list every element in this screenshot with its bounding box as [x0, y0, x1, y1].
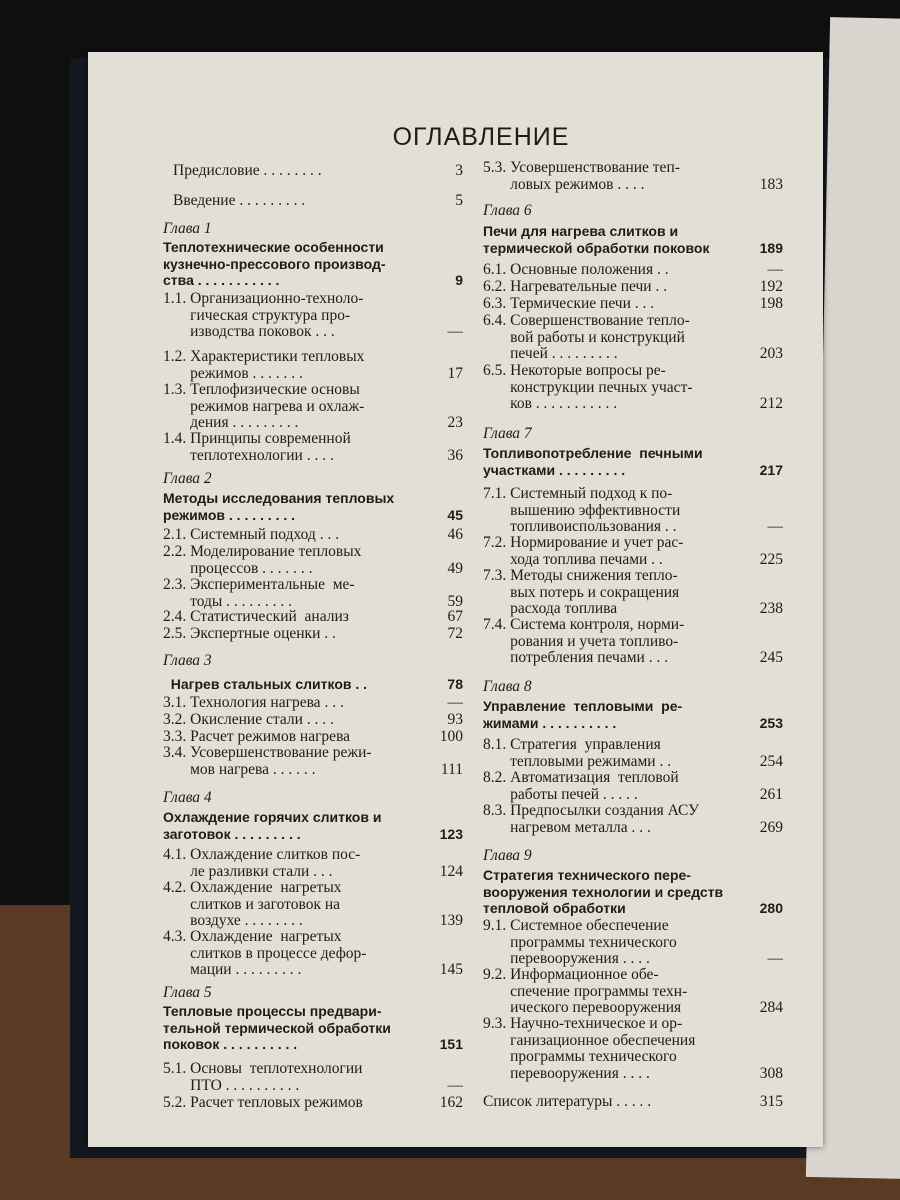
chapter-label [163, 471, 453, 488]
toc-entry-line: 4.2. Охлаждение нагретых [163, 879, 342, 896]
toc-entry-line: слитков в процессе дефор- [163, 944, 367, 962]
toc-entry [163, 431, 463, 464]
toc-page-number: 111 [440, 760, 463, 778]
toc-entry-line: хода топлива печами . . [483, 550, 663, 568]
toc-entry-line: Список литературы . . . . . [483, 1093, 652, 1110]
toc-entry-line: Тепловые процессы предвари- [163, 1003, 382, 1019]
toc-entry-line: вооружения технологии и средств [483, 883, 724, 900]
toc-entry [483, 313, 783, 363]
toc-entry-line: 7.1. Системный подход к по- [483, 485, 673, 502]
toc-entry-line: дения . . . . . . . . . [163, 414, 299, 431]
toc-entry-line: ганизационное обеспечения [483, 1031, 696, 1049]
toc-entry-line: Глава 1 [163, 220, 212, 237]
toc-entry-line: 5.1. Основы теплотехнологии [163, 1060, 363, 1077]
toc-entry [483, 803, 783, 836]
toc-entry-line: воздухе . . . . . . . . [163, 912, 303, 929]
chapter-label [483, 426, 773, 443]
toc-page-number: 217 [759, 461, 783, 478]
toc-entry-line: работы печей . . . . . [483, 785, 638, 803]
toc-page-number: — [447, 694, 463, 711]
toc-entry [483, 262, 783, 279]
toc-entry-line: Стратегия технического пере- [483, 867, 691, 883]
toc-entry-line: термической обработки поковок [483, 239, 710, 256]
toc-entry [483, 160, 783, 193]
toc-entry-line: спечение программы техн- [483, 982, 688, 1000]
toc-entry-line: Печи для нагрева слитков и [483, 223, 679, 239]
toc-entry [483, 296, 783, 313]
toc-entry-line: вых потерь и сокращения [483, 583, 680, 601]
toc-page-number: 284 [759, 999, 783, 1016]
toc-entry [163, 626, 463, 643]
toc-entry-line: ства . . . . . . . . . . . [163, 272, 280, 288]
toc-entry-line: 2.2. Моделирование тепловых [163, 543, 362, 560]
toc-page-number: — [447, 1076, 463, 1094]
toc-entry [483, 486, 783, 536]
toc-entry-line: 6.4. Совершенствование тепло- [483, 312, 690, 329]
toc-page-number: 280 [759, 900, 783, 916]
toc-entry [163, 1095, 463, 1112]
toc-entry-line: Нагрев стальных слитков . . [163, 676, 368, 692]
toc-entry-line: слитков и заготовок на [163, 895, 341, 913]
toc-entry-line: ков . . . . . . . . . . . [483, 395, 618, 412]
toc-entry-line: 7.4. Система контроля, норми- [483, 616, 685, 633]
toc-entry [163, 544, 463, 577]
toc-page-number: 139 [439, 912, 463, 929]
toc-entry-line: изводства поковок . . . [163, 323, 335, 340]
toc-entry [173, 163, 463, 180]
toc-entry [163, 239, 463, 289]
toc-page-number: 261 [759, 785, 783, 803]
toc-entry [483, 698, 783, 731]
toc-entry [483, 1094, 783, 1111]
toc-entry [483, 535, 783, 568]
toc-entry [483, 918, 783, 968]
toc-entry-line: гическая структура про- [163, 306, 351, 324]
toc-entry [483, 617, 783, 667]
toc-page-number: 100 [439, 728, 463, 745]
toc-page-number: 151 [439, 1036, 463, 1052]
page-title: ОГЛАВЛЕНИЕ [392, 123, 570, 151]
toc-page-number: 192 [759, 278, 783, 295]
toc-entry-line: перевооружения . . . . [483, 950, 650, 967]
chapter-label [483, 203, 773, 220]
toc-entry [483, 445, 783, 478]
toc-entry-line: Глава 6 [483, 202, 532, 219]
toc-entry-line: тепловыми режимами . . [483, 752, 672, 770]
toc-entry-line: режимов нагрева и охлаж- [163, 397, 365, 415]
toc-entry-line: Глава 5 [163, 984, 212, 1001]
toc-page-number: 245 [759, 649, 783, 666]
toc-entry-line: 4.1. Охлаждение слитков пос- [163, 846, 361, 863]
toc-entry-line: теплотехнологии . . . . [163, 446, 334, 464]
toc-entry-line: мации . . . . . . . . . [163, 961, 302, 978]
toc-entry-line: Глава 2 [163, 470, 212, 487]
toc-entry [173, 193, 463, 210]
toc-entry-line: 4.3. Охлаждение нагретых [163, 928, 342, 945]
toc-entry-line: 5.3. Усовершенствование теп- [483, 159, 680, 176]
toc-page-number: 315 [759, 1093, 783, 1110]
toc-page-number: 78 [447, 676, 463, 692]
toc-entry [163, 712, 463, 729]
toc-page-number: 183 [759, 175, 783, 193]
toc-entry-line: 2.5. Экспертные оценки . . [163, 625, 336, 642]
chapter-label [163, 985, 453, 1002]
toc-page-number: 67 [447, 608, 463, 625]
toc-entry-line: Методы исследования тепловых [163, 490, 395, 506]
toc-entry [163, 809, 463, 842]
toc-entry [163, 291, 463, 341]
toc-entry-line: 5.2. Расчет тепловых режимов [163, 1094, 363, 1111]
toc-entry-line: 7.2. Нормирование и учет рас- [483, 534, 684, 551]
toc-entry [163, 847, 463, 880]
toc-entry-line: 7.3. Методы снижения тепло- [483, 567, 678, 584]
toc-page-number: 212 [759, 395, 783, 412]
toc-entry-line: Глава 9 [483, 847, 532, 864]
toc-entry-line: 6.3. Термические печи . . . [483, 295, 655, 312]
toc-entry-line: тепловой обработки [483, 900, 626, 916]
toc-entry-line: 3.3. Расчет режимов нагрева [163, 728, 351, 745]
toc-entry-line: 1.2. Характеристики тепловых [163, 348, 365, 365]
toc-page-number: 198 [759, 295, 783, 312]
toc-entry-line: 3.4. Усовершенствование режи- [163, 744, 372, 761]
toc-page-number: 46 [447, 526, 463, 543]
toc-entry-line: 3.2. Окисление стали . . . . [163, 711, 334, 728]
toc-entry-line: 2.4. Статистический анализ [163, 608, 349, 625]
toc-entry-line: перевооружения . . . . [483, 1064, 650, 1082]
toc-entry [483, 363, 783, 413]
toc-entry-line: процессов . . . . . . . [163, 559, 313, 577]
toc-page-number: 203 [759, 345, 783, 362]
toc-entry-line: Управление тепловыми ре- [483, 698, 683, 714]
toc-entry [163, 676, 463, 693]
toc-page-number: 5 [455, 192, 463, 209]
toc-page-number: 59 [447, 592, 463, 610]
toc-entry-line: вой работы и конструкций [483, 328, 685, 346]
toc-entry-line: поковок . . . . . . . . . . [163, 1036, 298, 1052]
toc-entry-line: участками . . . . . . . . . [483, 461, 626, 478]
toc-entry [163, 490, 463, 523]
toc-entry-line: расхода топлива [483, 600, 618, 617]
toc-entry-line: 6.2. Нагревательные печи . . [483, 278, 668, 295]
chapter-label [163, 653, 453, 670]
toc-entry [163, 695, 463, 712]
toc-page-number: 93 [447, 711, 463, 728]
toc-entry-line: Топливопотребление печными [483, 445, 703, 461]
toc-entry-line: рования и учета топливо- [483, 632, 679, 650]
toc-entry-line: тоды . . . . . . . . . [163, 592, 293, 610]
toc-page-number: — [767, 261, 783, 278]
toc-entry-line: жимами . . . . . . . . . . [483, 714, 617, 731]
toc-entry [483, 1016, 783, 1082]
toc-entry-line: тельной термической обработки [163, 1019, 391, 1036]
toc-entry [163, 527, 463, 544]
toc-page-number: 254 [759, 752, 783, 770]
toc-entry-line: программы технического [483, 933, 677, 951]
chapter-label [483, 679, 773, 696]
toc-entry [163, 745, 463, 778]
toc-page-number: 123 [439, 825, 463, 842]
toc-entry-line: мов нагрева . . . . . . [163, 760, 316, 778]
toc-entry-line: программы технического [483, 1048, 677, 1065]
toc-entry [163, 382, 463, 432]
toc-entry-line: Глава 7 [483, 425, 532, 442]
toc-entry [163, 577, 463, 610]
toc-entry-line: 9.1. Системное обеспечение [483, 917, 669, 934]
toc-page-number: 238 [759, 600, 783, 617]
toc-entry [163, 609, 463, 626]
chapter-label [163, 221, 453, 238]
toc-entry [483, 967, 783, 1017]
toc-entry-line: 6.5. Некоторые вопросы ре- [483, 362, 666, 379]
toc-page-number: 189 [759, 239, 783, 256]
toc-entry-line: 6.1. Основные положения . . [483, 261, 669, 278]
toc-entry-line: Предисловие . . . . . . . . [173, 162, 322, 179]
toc-entry-line: 1.4. Принципы современной [163, 430, 351, 447]
toc-entry-line: заготовок . . . . . . . . . [163, 825, 301, 842]
toc-entry [483, 279, 783, 296]
toc-entry-line: 8.3. Предпосылки создания АСУ [483, 802, 700, 819]
toc-entry-line: нагревом металла . . . [483, 818, 651, 836]
toc-entry-line: 1.3. Теплофизические основы [163, 381, 360, 398]
toc-page-number: 225 [759, 550, 783, 568]
toc-entry [483, 737, 783, 770]
toc-page-number: 308 [759, 1064, 783, 1082]
toc-page-number: — [767, 950, 783, 967]
toc-page-number: 45 [447, 506, 463, 523]
toc-entry-line: Глава 8 [483, 678, 532, 695]
toc-entry [483, 770, 783, 803]
toc-entry [163, 349, 463, 382]
toc-page-number: 72 [447, 625, 463, 642]
toc-entry-line: 2.1. Системный подход . . . [163, 526, 340, 543]
toc-entry-line: вышению эффективности [483, 501, 681, 519]
toc-entry-line: 3.1. Технология нагрева . . . [163, 694, 344, 711]
toc-page-number: 145 [439, 961, 463, 978]
toc-page-number: — [447, 323, 463, 340]
toc-page-number: 124 [439, 862, 463, 880]
toc-entry [163, 880, 463, 930]
toc-entry-line: 8.2. Автоматизация тепловой [483, 769, 679, 786]
toc-page-number: 3 [455, 162, 463, 179]
toc-entry-line: Глава 3 [163, 652, 212, 669]
toc-entry-line: Охлаждение горячих слитков и [163, 809, 382, 825]
toc-entry-line: ле разливки стали . . . [163, 862, 333, 880]
toc-entry [483, 867, 783, 917]
toc-entry-line: 9.2. Информационное обе- [483, 966, 659, 983]
toc-page-number: 17 [447, 364, 463, 382]
toc-page-number: 253 [759, 714, 783, 731]
toc-entry-line: конструкции печных участ- [483, 378, 693, 396]
toc-entry-line: режимов . . . . . . . . . [163, 506, 296, 523]
toc-page-number: 162 [439, 1094, 463, 1111]
toc-entry-line: 8.1. Стратегия управления [483, 736, 661, 753]
toc-entry-line: 2.3. Экспериментальные ме- [163, 576, 355, 593]
toc-entry [163, 1003, 463, 1053]
toc-entry [163, 929, 463, 979]
toc-entry-line: режимов . . . . . . . [163, 364, 303, 382]
toc-entry [483, 223, 783, 256]
toc-entry [163, 1061, 463, 1094]
toc-entry-line: ПТО . . . . . . . . . . [163, 1076, 300, 1094]
chapter-label [163, 790, 453, 807]
toc-entry-line: топливоиспользования . . [483, 518, 677, 535]
toc-entry [483, 568, 783, 618]
toc-entry-line: Глава 4 [163, 789, 212, 806]
chapter-label [483, 848, 773, 865]
toc-entry-line: 1.1. Организационно-техноло- [163, 290, 364, 307]
toc-entry-line: ловых режимов . . . . [483, 175, 645, 193]
toc-page-number: 36 [447, 446, 463, 464]
toc-entry-line: печей . . . . . . . . . [483, 345, 618, 362]
toc-page-number: — [767, 518, 783, 535]
toc-page-number: 269 [759, 818, 783, 836]
toc-entry-line: Теплотехнические особенности [163, 239, 384, 255]
toc-entry-line: 9.3. Научно-техническое и ор- [483, 1015, 683, 1032]
toc-entry-line: ического перевооружения [483, 999, 682, 1016]
toc-entry-line: потребления печами . . . [483, 649, 669, 666]
toc-page-number: 23 [447, 414, 463, 431]
toc-page-number: 49 [447, 559, 463, 577]
toc-page-number: 9 [455, 272, 463, 288]
toc-entry-line: Введение . . . . . . . . . [173, 192, 306, 209]
toc-entry-line: кузнечно-прессового производ- [163, 255, 386, 272]
